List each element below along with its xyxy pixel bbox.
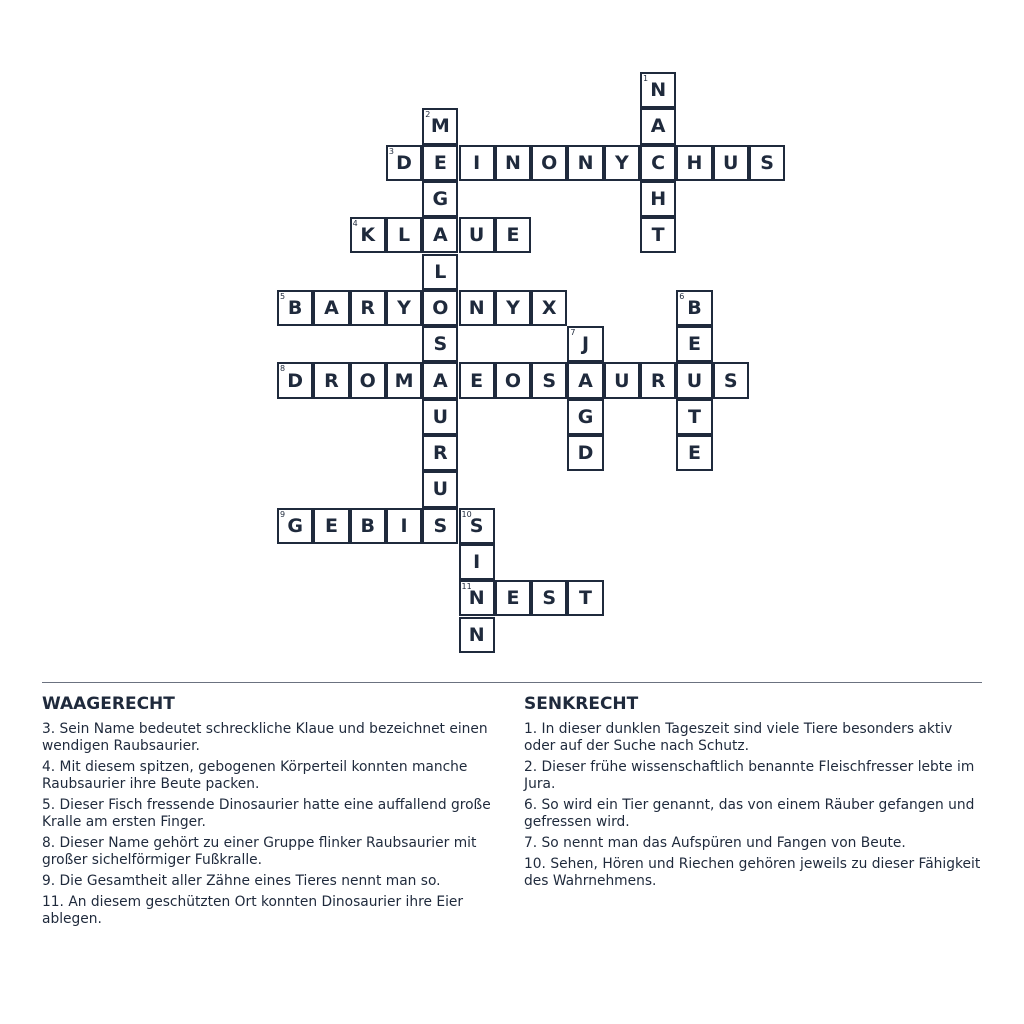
clue-number: 5 (280, 291, 286, 301)
cell-letter: J (582, 333, 590, 356)
grid-cell (386, 217, 422, 253)
grid-cell (495, 145, 531, 181)
cell-letter: O (541, 151, 558, 174)
down-clue: 2. Dieser frühe wissenschaftlich benannte Fleischfresser lebte im Jura. (524, 759, 975, 792)
cell-letter: U (432, 405, 449, 428)
grid-cell (422, 471, 458, 507)
cell-letter: B (687, 296, 702, 319)
grid-cell (531, 145, 567, 181)
grid-cell (459, 145, 495, 181)
grid-cell (459, 508, 495, 544)
grid-cell (422, 435, 458, 471)
cell-letter: O (432, 296, 449, 319)
cell-letter: A (432, 369, 448, 392)
grid-cell (640, 108, 676, 144)
across-clue: 11. An diesem geschützten Ort konnten Dinosaurier ihre Eier ablegen. (42, 894, 464, 927)
cell-letter: E (470, 369, 484, 392)
grid-cell (713, 145, 749, 181)
cell-letter: N (650, 79, 667, 102)
grid-cell (459, 290, 495, 326)
grid-cell (604, 145, 640, 181)
cell-letter: E (687, 442, 701, 465)
grid-cell (422, 145, 458, 181)
down-clue: 1. In dieser dunklen Tageszeit sind viele Tiere besonders aktiv oder auf der Suche nach Schutz. (524, 721, 953, 754)
cell-letter: T (651, 224, 665, 247)
cell-letter: C (651, 151, 666, 174)
grid-cell (676, 399, 712, 435)
cell-letter: I (473, 151, 481, 174)
cell-letter: H (650, 188, 667, 211)
grid-cell (459, 617, 495, 653)
grid-cell (495, 290, 531, 326)
down-heading: SENKRECHT (524, 694, 639, 714)
cell-letter: B (287, 296, 303, 319)
grid-cell (422, 326, 458, 362)
clue-number: 4 (352, 219, 358, 229)
cell-letter: U (468, 224, 485, 247)
clue-number: 8 (280, 364, 286, 374)
grid-cell (277, 362, 313, 398)
cell-letter: D (577, 442, 594, 465)
grid-cell (386, 508, 422, 544)
grid-cell (713, 362, 749, 398)
cell-letter: E (433, 151, 447, 174)
grid-cell (567, 326, 603, 362)
grid-cell (459, 580, 495, 616)
cell-letter: S (760, 151, 774, 174)
divider (42, 682, 982, 683)
cell-letter: N (468, 587, 485, 610)
clue-number: 3 (388, 146, 394, 156)
grid-cell (350, 290, 386, 326)
cell-letter: R (360, 296, 376, 319)
cell-letter: S (469, 514, 484, 537)
cell-letter: S (723, 369, 738, 392)
grid-cell (422, 362, 458, 398)
across-clue: 3. Sein Name bedeutet schreckliche Klaue und bezeichnet einen wendigen Raubsaurier. (42, 721, 488, 754)
grid-cell (386, 290, 422, 326)
grid-cell (495, 362, 531, 398)
cell-letter: T (687, 405, 701, 428)
cell-letter: G (287, 514, 303, 537)
cell-letter: D (287, 369, 304, 392)
grid-cell (350, 217, 386, 253)
grid-cell (277, 508, 313, 544)
grid-cell (749, 145, 785, 181)
grid-cell (567, 435, 603, 471)
cell-letter: Y (506, 296, 520, 319)
cell-letter: H (686, 151, 703, 174)
across-heading: WAAGERECHT (42, 694, 175, 714)
grid-cell (640, 72, 676, 108)
cell-letter: A (432, 224, 448, 247)
cell-letter: U (686, 369, 703, 392)
cell-letter: N (468, 623, 485, 646)
grid-cell (567, 362, 603, 398)
cell-letter: O (359, 369, 376, 392)
grid-cell (676, 145, 712, 181)
grid-cell (350, 362, 386, 398)
grid-cell (604, 362, 640, 398)
cell-letter: R (650, 369, 666, 392)
down-clues-column (524, 694, 984, 894)
cell-letter: T (579, 587, 593, 610)
cell-letter: R (433, 442, 448, 465)
cell-letter: I (400, 514, 408, 537)
cell-letter: O (504, 369, 522, 392)
across-clue: 8. Dieser Name gehört zu einer Gruppe flinker Raubsaurier mit großer sichelförmiger Fußkralle. (42, 835, 477, 868)
clue-number: 11 (461, 582, 472, 592)
grid-cell (422, 217, 458, 253)
down-clue: 10. Sehen, Hören und Riechen gehören jeweils zu dieser Fähigkeit des Wahrnehmens. (524, 856, 981, 889)
cell-letter: E (687, 333, 701, 356)
grid-cell (459, 217, 495, 253)
grid-cell (676, 435, 712, 471)
grid-cell (640, 362, 676, 398)
grid-cell (313, 508, 349, 544)
cell-letter: L (397, 224, 411, 247)
grid-cell (676, 362, 712, 398)
down-clue: 7. So nennt man das Aufspüren und Fangen von Beute. (524, 835, 906, 851)
grid-cell (422, 254, 458, 290)
grid-cell (531, 290, 567, 326)
grid-cell (277, 290, 313, 326)
grid-cell (313, 362, 349, 398)
cell-letter: Y (397, 296, 411, 319)
grid-cell (386, 362, 422, 398)
grid-cell (422, 108, 458, 144)
cell-letter: A (578, 369, 593, 392)
clue-number: 10 (461, 509, 472, 519)
clue-number: 2 (425, 110, 431, 120)
across-clue: 4. Mit diesem spitzen, gebogenen Körperteil konnten manche Raubsaurier ihre Beute packen. (42, 759, 468, 792)
cell-letter: D (396, 151, 412, 174)
clue-number: 1 (643, 74, 649, 83)
cell-letter: N (504, 151, 521, 174)
grid-cell (386, 145, 422, 181)
cell-letter: N (577, 151, 594, 174)
cell-letter: E (506, 224, 520, 247)
grid-cell (567, 399, 603, 435)
cell-letter: N (468, 296, 485, 319)
grid-cell (495, 580, 531, 616)
cell-letter: Y (614, 151, 629, 174)
cell-letter: S (433, 333, 448, 356)
grid-cell (567, 145, 603, 181)
cell-letter: K (360, 224, 376, 247)
cell-letter: X (541, 296, 557, 319)
across-clue: 9. Die Gesamtheit aller Zähne eines Tieres nennt man so. (42, 873, 441, 889)
grid-cell (640, 145, 676, 181)
cell-letter: E (324, 514, 338, 537)
cell-letter: E (506, 587, 520, 610)
cell-letter: A (650, 115, 666, 138)
cell-letter: B (360, 514, 375, 537)
cell-letter: G (432, 188, 449, 211)
cell-letter: M (430, 115, 450, 138)
cell-letter: A (324, 296, 339, 319)
grid-cell (676, 326, 712, 362)
grid-cell (459, 362, 495, 398)
grid-cell (422, 508, 458, 544)
cell-letter: R (324, 369, 339, 392)
clue-number: 7 (570, 328, 576, 338)
grid-cell (422, 181, 458, 217)
grid-cell (531, 362, 567, 398)
grid-cell (495, 217, 531, 253)
across-clues-column (42, 694, 502, 932)
cell-letter: I (473, 551, 481, 574)
cell-letter: U (432, 478, 449, 501)
cell-letter: G (577, 405, 594, 428)
grid-cell (531, 580, 567, 616)
grid-cell (350, 508, 386, 544)
across-clue: 5. Dieser Fisch fressende Dinosaurier hatte eine auffallend große Kralle am ersten Finger. (42, 797, 491, 830)
cell-letter: M (394, 369, 414, 392)
cell-letter: U (614, 369, 630, 392)
clue-number: 6 (679, 291, 685, 301)
grid-cell (640, 217, 676, 253)
grid-cell (313, 290, 349, 326)
cell-letter: L (434, 260, 447, 283)
clue-number: 9 (280, 509, 286, 519)
cell-letter: S (542, 369, 557, 392)
down-clue: 6. So wird ein Tier genannt, das von einem Räuber gefangen und gefressen wird. (524, 797, 975, 830)
grid-cell (676, 290, 712, 326)
grid-cell (640, 181, 676, 217)
grid-cell (567, 580, 603, 616)
grid-cell (422, 290, 458, 326)
grid-cell (422, 399, 458, 435)
cell-letter: S (542, 587, 557, 610)
cell-letter: U (723, 151, 739, 174)
grid-cell (459, 544, 495, 580)
cell-letter: S (433, 514, 448, 537)
